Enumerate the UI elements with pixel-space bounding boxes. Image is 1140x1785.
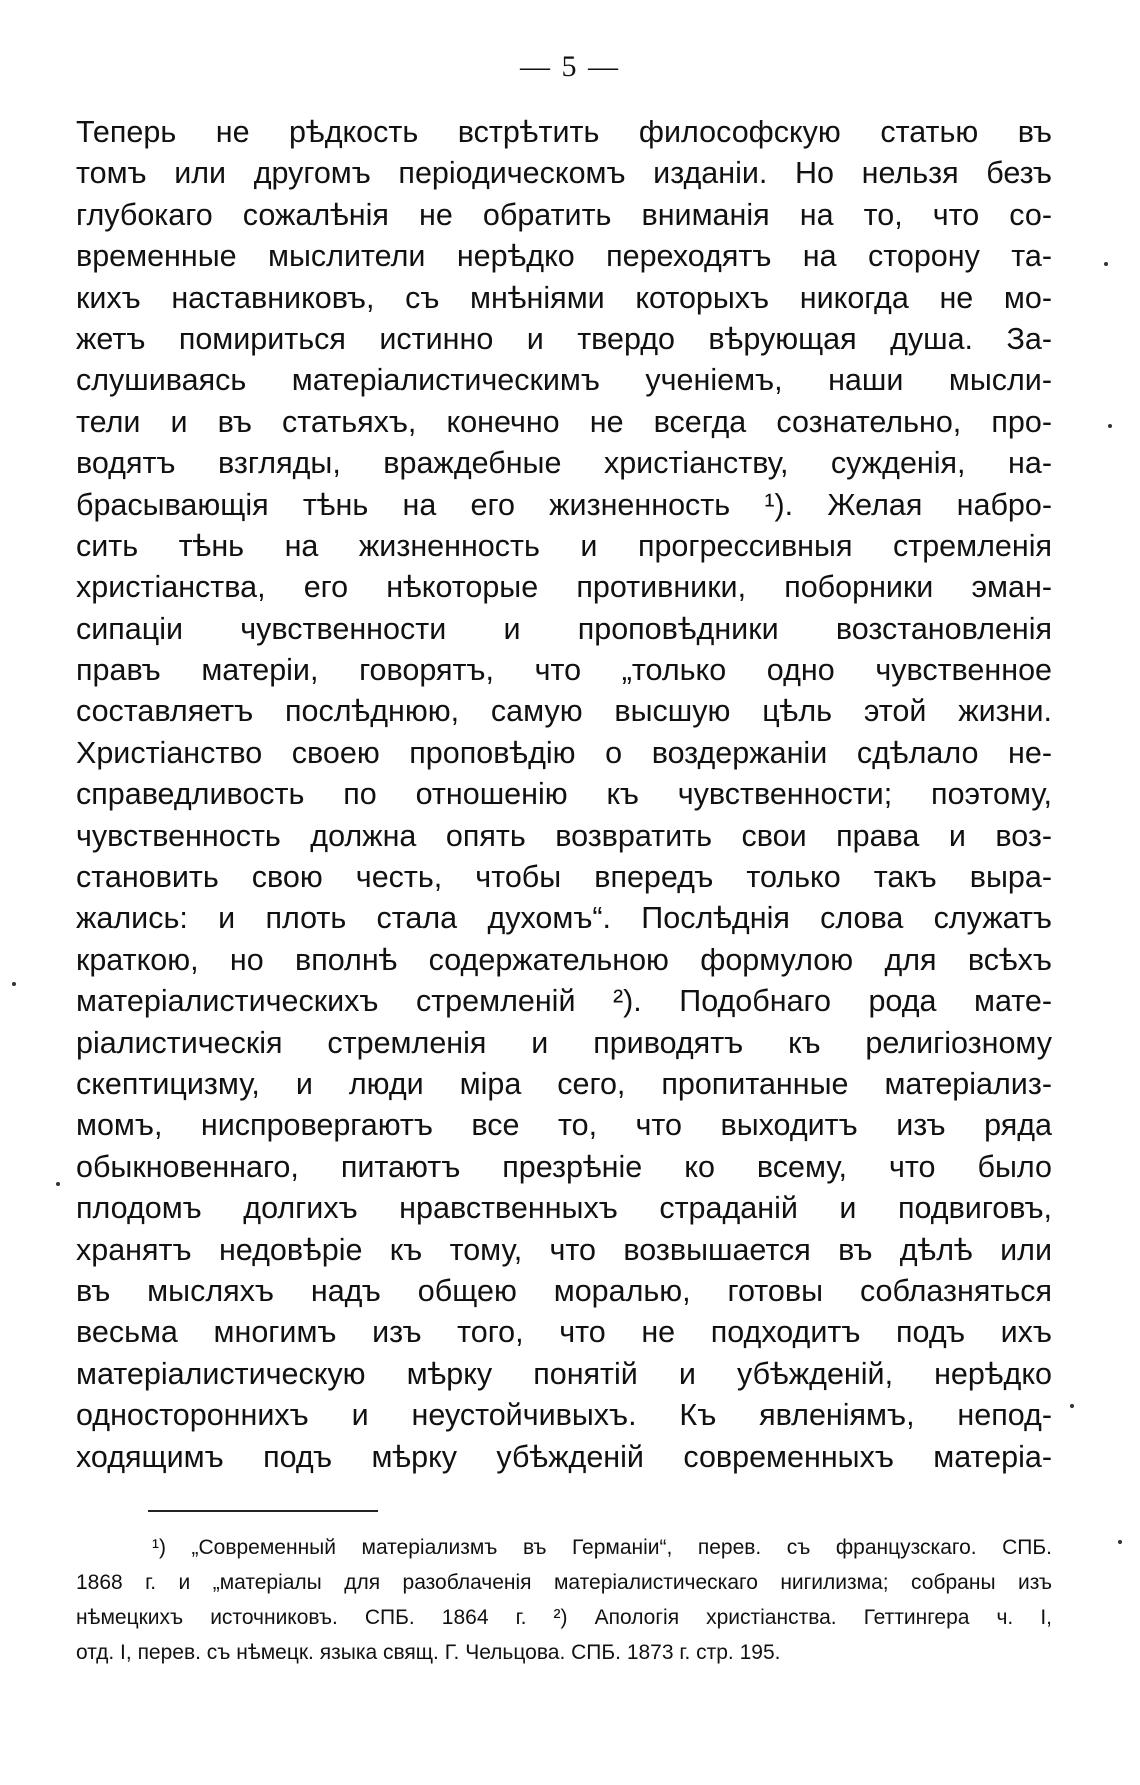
text-line: ходящимъ подъ мѣрку убѣжденій современныхъ матеріа- [76, 1439, 1052, 1474]
text-line: составляетъ послѣднюю, самую высшую цѣль этой жизни. [76, 694, 1052, 729]
text-line: момъ, ниспровергаютъ все то, что выходитъ изъ ряда [76, 1108, 1052, 1143]
text-line: томъ или другомъ періодическомъ изданіи. Но нельзя безъ [76, 156, 1052, 191]
text-line: временные мыслители нерѣдко переходятъ на сторону та- [76, 239, 1052, 274]
footnote-line: 1868 г. и „матеріалы для разоблаченія матеріалистическаго нигилизма; собраны изъ [76, 1571, 1052, 1594]
text-line: чувственность должна опять возвратить свои права и воз- [76, 818, 1052, 853]
footnote-line: отд. I, перев. съ нѣмецк. языка свящ. Г. Чельцова. СПБ. 1873 г. стр. 195. [76, 1641, 781, 1664]
text-line: сипаціи чувственности и проповѣдники возстановленія [76, 611, 1052, 646]
text-line: глубокаго сожалѣнія не обратить вниманія на то, что со- [76, 197, 1052, 232]
text-line: весьма многимъ изъ того, что не подходитъ подъ ихъ [76, 1315, 1052, 1350]
footnote-separator [148, 1510, 378, 1512]
text-line: матеріалистическую мѣрку понятій и убѣжденій, нерѣдко [76, 1356, 1052, 1391]
footnotes [76, 1530, 1052, 1670]
body-text [76, 112, 1052, 1478]
text-line: становить свою честь, чтобы впередъ только такъ выра- [76, 860, 1052, 895]
text-line: хранятъ недовѣріе къ тому, что возвышается въ дѣлѣ или [76, 1232, 1052, 1267]
text-line: тели и въ статьяхъ, конечно не всегда сознательно, про- [76, 404, 1052, 439]
text-line: Христіанство своею проповѣдію о воздержаніи сдѣлало не- [76, 735, 1052, 770]
text-line: брасывающія тѣнь на его жизненность ¹). Желая набро- [76, 487, 1052, 522]
scan-speck [1104, 262, 1108, 266]
text-line: правъ матеріи, говорятъ, что „только одно чувственное [76, 653, 1052, 688]
text-line: матеріалистическихъ стремленій ²). Подобнаго рода мате- [76, 984, 1052, 1019]
scan-speck [1118, 1540, 1122, 1544]
text-line: христіанства, его нѣкоторые противники, поборники эман- [76, 570, 1052, 605]
footnote-line: нѣмецкихъ источниковъ. СПБ. 1864 г. ²) Апологія христіанства. Геттингера ч. I, [76, 1606, 1052, 1629]
text-line: справедливость по отношенію къ чувственности; поэтому, [76, 777, 1052, 812]
scan-speck [1070, 1404, 1074, 1408]
text-line: обыкновеннаго, питаютъ презрѣніе ко всему, что было [76, 1149, 1052, 1184]
scan-speck [56, 1182, 60, 1186]
text-line: жались: и плоть стала духомъ“. Послѣднія слова служатъ [76, 901, 1052, 936]
text-line: ріалистическія стремленія и приводятъ къ религіозному [76, 1025, 1052, 1060]
text-line: Теперь не рѣдкость встрѣтить философскую статью въ [76, 115, 1052, 149]
text-line: водятъ взгляды, враждебные христіанству, сужденія, на- [76, 446, 1052, 481]
text-line: одностороннихъ и неустойчивыхъ. Къ явленіямъ, непод- [76, 1398, 1052, 1433]
scan-speck [1108, 424, 1112, 428]
text-line: жетъ помириться истинно и твердо вѣрующая душа. За- [76, 321, 1052, 356]
text-line: слушиваясь матеріалистическимъ ученіемъ, наши мысли- [76, 363, 1052, 398]
text-line: скептицизму, и люди міра сего, пропитанные матеріализ- [76, 1066, 1052, 1101]
page-number: — 5 — [520, 50, 620, 83]
text-line: въ мысляхъ надъ общею моралью, готовы соблазняться [76, 1273, 1052, 1308]
text-line: кихъ наставниковъ, съ мнѣніями которыхъ никогда не мо- [76, 280, 1052, 315]
text-line: сить тѣнь на жизненность и прогрессивныя стремленія [76, 528, 1052, 563]
footnote-line: ¹) „Современный матеріализмъ въ Германіи“, перев. съ французскаго. СПБ. [152, 1536, 1052, 1559]
text-line: краткою, но вполнѣ содержательною формулою для всѣхъ [76, 942, 1052, 977]
text-line: плодомъ долгихъ нравственныхъ страданій и подвиговъ, [76, 1191, 1052, 1226]
scan-speck [12, 982, 16, 986]
